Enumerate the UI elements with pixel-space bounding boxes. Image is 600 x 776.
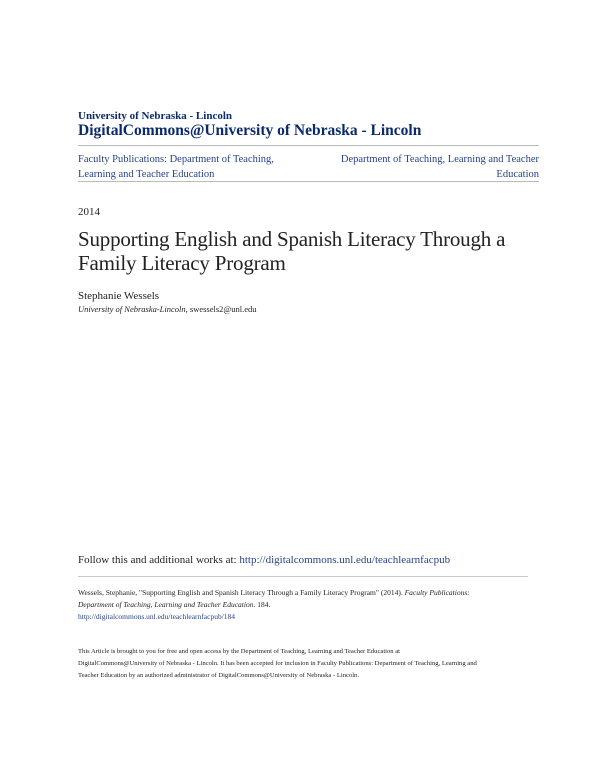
- author-name: Stephanie Wessels: [78, 290, 160, 302]
- collection-right-line2: Education: [496, 169, 539, 180]
- citation-text: Wessels, Stephanie, "Supporting English and Spanish Literacy Through a Family Literacy Program" (2014).: [78, 588, 405, 597]
- collection-left-line1: Faculty Publications: Department of Teaching,: [78, 154, 274, 165]
- notice-line3: Teacher Education by an authorized administrator of DigitalCommons@University of Nebraska - Lincoln.: [78, 672, 360, 679]
- divider-middle: [78, 181, 539, 182]
- collection-right-line1: Department of Teaching, Learning and Teacher: [340, 154, 539, 165]
- article-title: [78, 227, 548, 275]
- divider-top: [78, 145, 539, 146]
- notice-line1: This Article is brought to you for free and open access by the Department of Teaching, Learning and Teacher Education at: [78, 648, 400, 655]
- citation-url-link[interactable]: http://digitalcommons.unl.edu/teachlearnfacpub/184: [78, 612, 236, 621]
- divider-bottom: [78, 576, 528, 577]
- access-notice: [78, 646, 533, 682]
- collection-link-right[interactable]: [309, 152, 539, 182]
- repository-link[interactable]: DigitalCommons@University of Nebraska - Lincoln: [78, 122, 422, 139]
- follow-url-link[interactable]: http://digitalcommons.unl.edu/teachlearnfacpub: [239, 554, 451, 566]
- author-email: , swessels2@unl.edu: [185, 304, 257, 314]
- title-line1: Supporting English and Spanish Literacy Through a: [78, 227, 506, 251]
- collection-link-left[interactable]: [78, 152, 308, 182]
- citation-number: . 184.: [253, 600, 271, 609]
- citation-series-2: Department of Teaching, Learning and Teacher Education: [78, 600, 254, 609]
- university-link[interactable]: University of Nebraska - Lincoln: [78, 110, 232, 122]
- publication-year: 2014: [78, 206, 100, 218]
- title-line2: Family Literacy Program: [78, 251, 286, 275]
- follow-label: Follow this and additional works at:: [78, 554, 240, 566]
- author-affiliation: [78, 304, 257, 314]
- collection-left-line2: Learning and Teacher Education: [78, 169, 215, 180]
- affiliation-name: University of Nebraska-Lincoln: [78, 304, 186, 314]
- notice-line2: DigitalCommons@University of Nebraska - Lincoln. It has been accepted for inclusion in Faculty Publications: Department of Teaching, Learning and: [78, 660, 477, 667]
- follow-line: [78, 554, 450, 566]
- citation-series-1: Faculty Publications:: [404, 588, 470, 597]
- citation-block: [78, 587, 533, 623]
